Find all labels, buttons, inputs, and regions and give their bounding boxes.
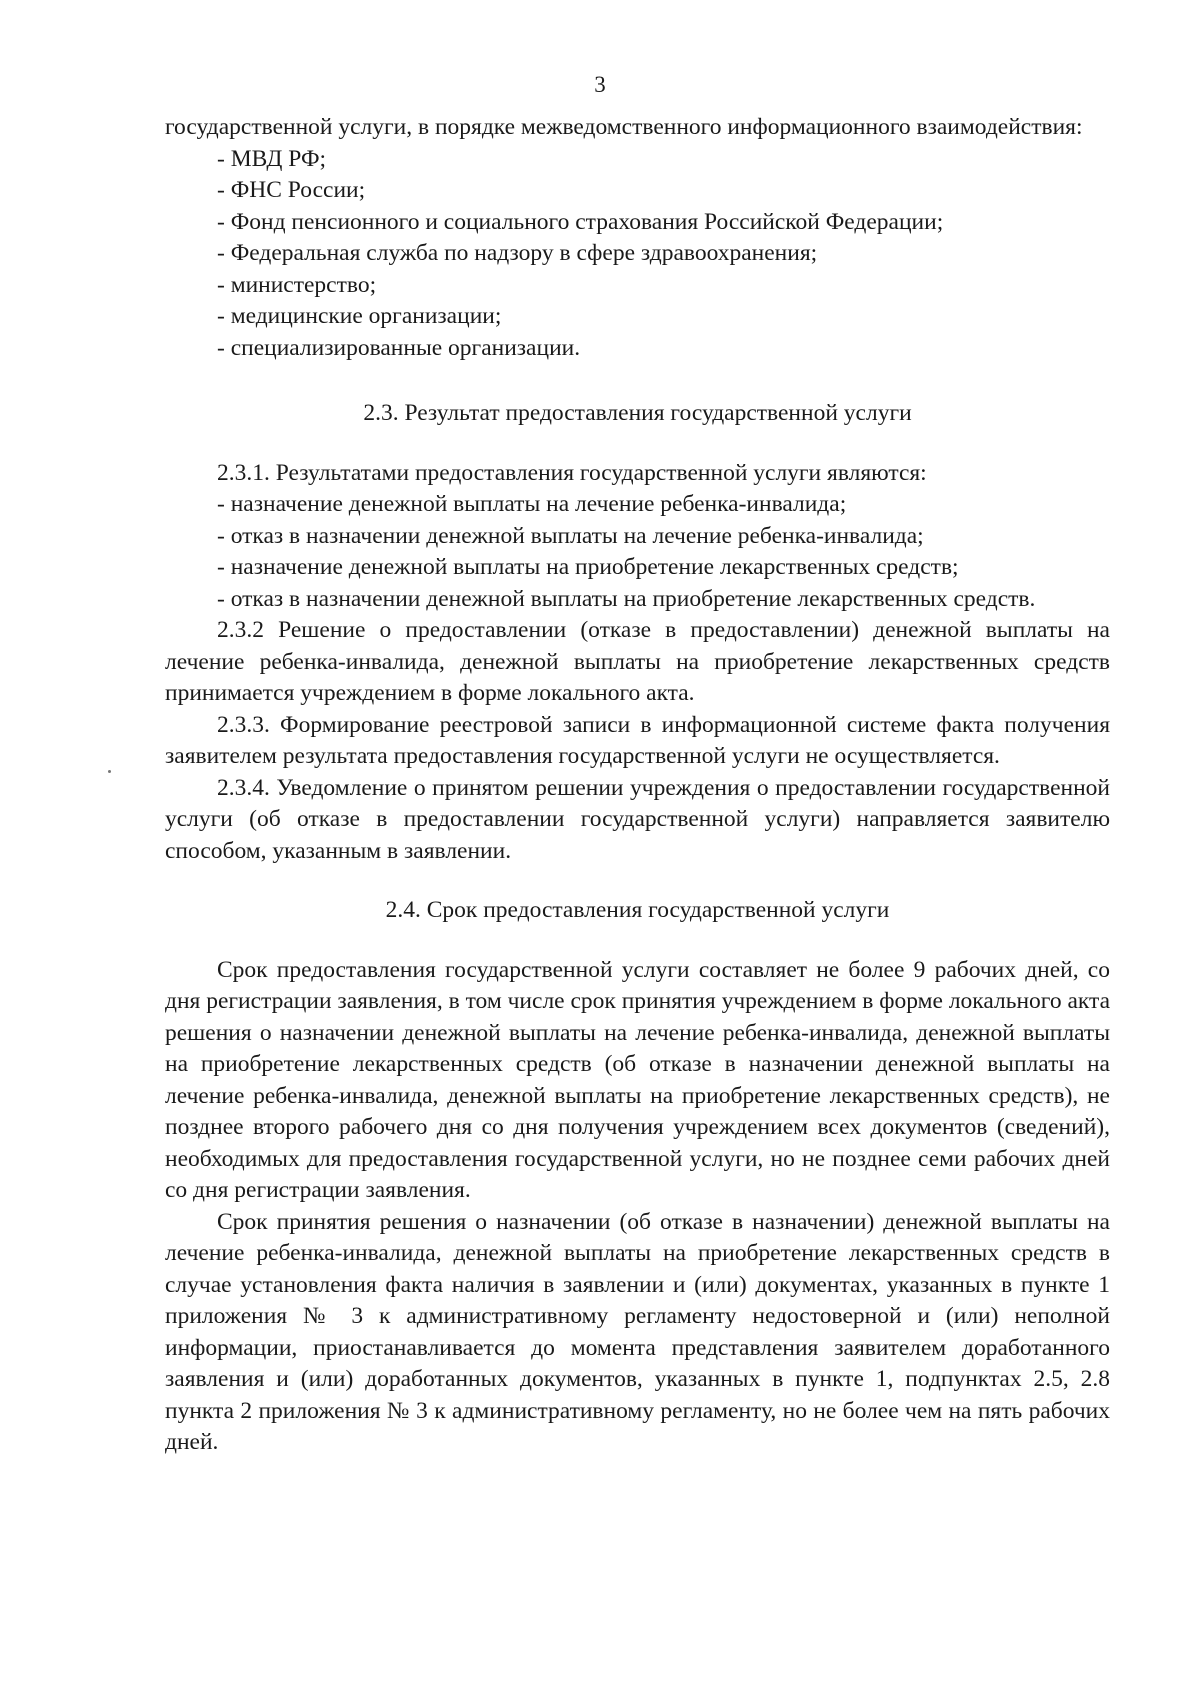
list-item: - МВД РФ;: [217, 145, 327, 172]
paragraph-2-4-suspension: Срок принятия решения о назначении (об отказе в назначении) денежной выплаты на лечение ребенка-инвалида, денежной выплаты на приобретение лекарственных средств в случае установления факта наличия в заявлении и (или) документах, указанных в пункте 1 приложения № 3 к административному регламенту недостоверной и (или) неполной информации, приостанавливается до момента представления заявителем доработанного заявления и (или) доработанных документов, указанных в пункте 1, подпунктах 2.5, 2.8 пункта 2 приложения № 3 к административному регламенту, но не более чем на пять рабочих дней.: [165, 1208, 1110, 1455]
paragraph-2-3-2: 2.3.2 Решение о предоставлении (отказе в предоставлении) денежной выплаты на лечение ребенка-инвалида, денежной выплаты на приобретение лекарственных средств принимается учреждением в форме локального акта.: [165, 617, 1110, 706]
list-item: - Фонд пенсионного и социального страхования Российской Федерации;: [217, 208, 944, 235]
scan-speck: [108, 770, 111, 773]
list-item: - министерство;: [217, 271, 377, 298]
list-item: - отказ в назначении денежной выплаты на приобретение лекарственных средств.: [217, 585, 1036, 612]
paragraph-2-3-4: 2.3.4. Уведомление о принятом решении учреждения о предоставлении государственной услуги (об отказе в предоставлении государственной услуги) направляется заявителю способом, указанным в заявлении.: [165, 774, 1110, 864]
paragraph-2-4-term: Срок предоставления государственной услуги составляет не более 9 рабочих дней, со дня регистрации заявления, в том числе срок принятия учреждением в форме локального акта решения о назначении денежной выплаты на лечение ребенка-инвалида, денежной выплаты на приобретение лекарственных средств (об отказе в назначении денежной выплаты на лечение ребенка-инвалида, денежной выплаты на приобретение лекарственных средств), не позднее второго рабочего дня со дня получения учреждением всех документов (сведений), необходимых для предоставления государственной услуги, но не позднее семи рабочих дней со дня регистрации заявления.: [165, 956, 1110, 1203]
list-item: - назначение денежной выплаты на приобретение лекарственных средств;: [217, 554, 959, 580]
paragraph-2-3-1: 2.3.1. Результатами предоставления государственной услуги являются:: [217, 459, 927, 486]
agency-list: [165, 144, 1110, 365]
list-item: - отказ в назначении денежной выплаты на лечение ребенка-инвалида;: [217, 522, 924, 549]
list-item: - назначение денежной выплаты на лечение ребенка-инвалида;: [217, 491, 847, 517]
list-item: - специализированные организации.: [217, 334, 581, 361]
results-list: [165, 489, 1110, 615]
section-heading-2-3: 2.3. Результат предоставления государственной услуги: [363, 400, 912, 426]
section-heading-2-4: 2.4. Срок предоставления государственной услуги: [385, 897, 890, 923]
document-body: [165, 112, 1110, 1459]
paragraph-2-3-3: 2.3.3. Формирование реестровой записи в информационной системе факта получения заявителем результата предоставления государственной услуги не осуществляется.: [165, 711, 1110, 769]
list-item: - медицинские организации;: [217, 303, 502, 329]
intro-paragraph: государственной услуги, в порядке межведомственного информационного взаимодействия:: [165, 114, 1083, 140]
list-item: - Федеральная служба по надзору в сфере здравоохранения;: [217, 240, 818, 266]
page-number: 3: [594, 72, 606, 97]
list-item: - ФНС России;: [217, 177, 366, 203]
